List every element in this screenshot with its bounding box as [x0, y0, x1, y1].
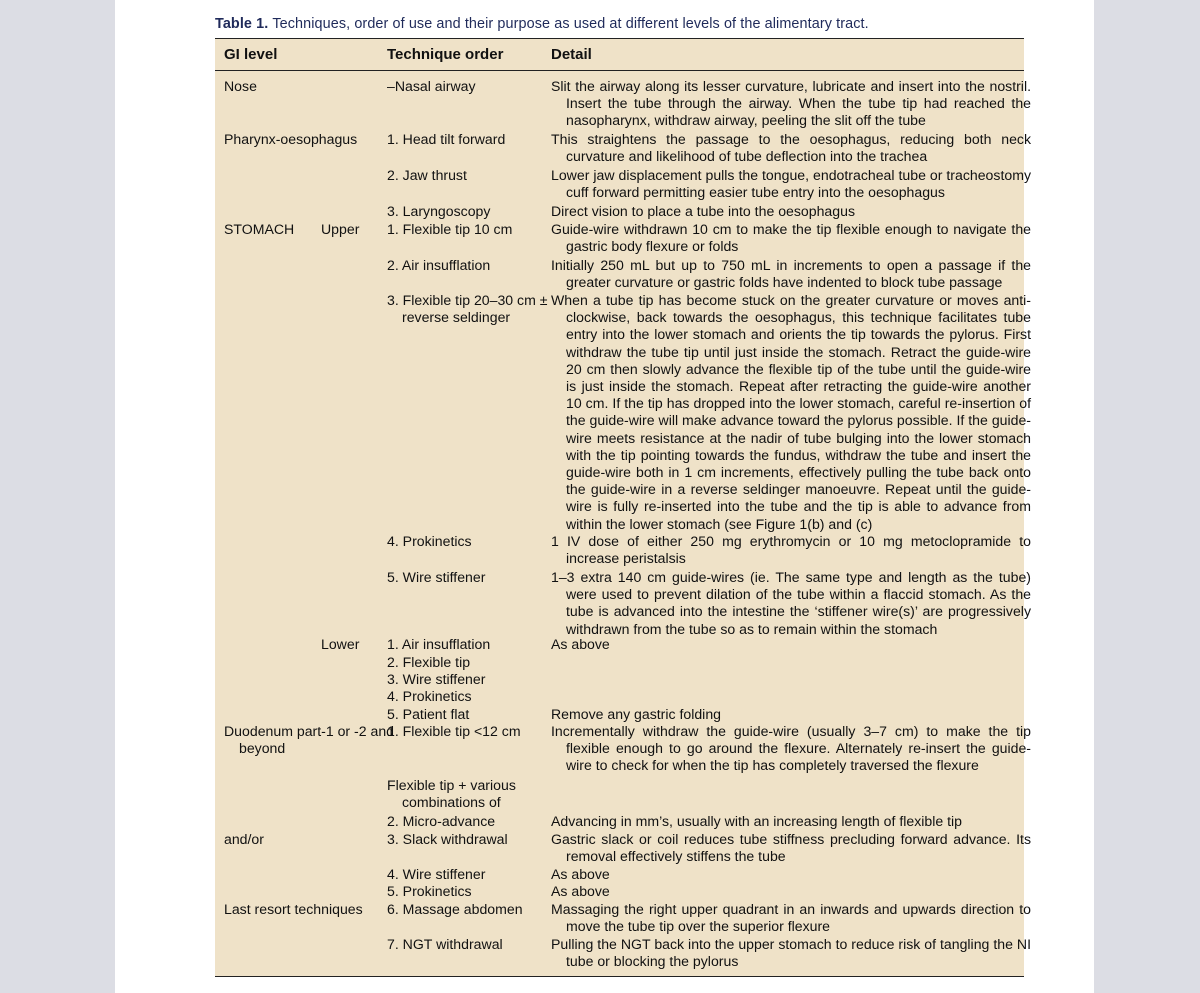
- row-technique: 3. Wire stiffener: [387, 671, 486, 687]
- row-technique: 2. Flexible tip: [387, 654, 471, 670]
- row-detail: Massaging the right upper quadrant in an inwards and upwards direction to move the tube tip over the superior flexure: [551, 901, 1031, 935]
- row-detail: Gastric slack or coil reduces tube stiffness precluding forward advance. Its removal effectively stiffens the tube: [551, 831, 1031, 865]
- row-sublevel: Upper: [321, 221, 360, 237]
- row-detail: This straightens the passage to the oesophagus, reducing both neck curvature and likelihood of tube deflection into the trachea: [551, 131, 1031, 165]
- row-technique: 4. Prokinetics: [387, 533, 472, 549]
- techniques-table: [215, 38, 1031, 977]
- row-technique: 1. Head tilt forward: [387, 131, 506, 147]
- row-detail: Incrementally withdraw the guide-wire (usually 3–7 cm) to make the tip flexible enough to go around the flexure. Alternately re-insert the guide-wire to check for when the tip has completely traversed the flexure: [551, 723, 1031, 774]
- row-technique: 4. Wire stiffener: [387, 866, 486, 882]
- row-level: Pharynx-oesophagus: [224, 131, 358, 147]
- row-technique: 3. Laryngoscopy: [387, 203, 491, 219]
- row-detail: Lower jaw displacement pulls the tongue, endotracheal tube or tracheostomy cuff forward permitting easier tube entry into the oesophagus: [551, 167, 1031, 201]
- row-detail: Slit the airway along its lesser curvature, lubricate and insert into the nostril. Insert the tube through the airway. When the tube tip had reached the nasopharynx, withdraw airway, peeling the slit off the tube: [551, 78, 1031, 129]
- row-level: and/or: [224, 831, 264, 847]
- row-detail: Remove any gastric folding: [551, 706, 721, 722]
- row-detail: 1 IV dose of either 250 mg erythromycin or 10 mg metoclopramide to increase peristalsis: [551, 533, 1031, 567]
- row-detail: Initially 250 mL but up to 750 mL in increments to open a passage if the greater curvature or gastric folds have indented to block tube passage: [551, 257, 1031, 291]
- row-detail: Direct vision to place a tube into the oesophagus: [551, 203, 855, 219]
- table-header-row: [215, 39, 1024, 71]
- table-label: Table 1.: [215, 16, 269, 32]
- row-detail: As above: [551, 636, 610, 652]
- row-technique: 2. Air insufflation: [387, 257, 491, 273]
- row-sublevel: Lower: [321, 636, 360, 652]
- row-technique: Flexible tip + various combinations of: [387, 777, 516, 811]
- row-technique: 7. NGT withdrawal: [387, 936, 503, 952]
- row-technique: 4. Prokinetics: [387, 688, 472, 704]
- row-technique: 2. Micro-advance: [387, 813, 496, 829]
- row-level: Duodenum part-1 or -2 and beyond: [224, 723, 395, 757]
- row-technique: 1. Flexible tip 10 cm: [387, 221, 513, 237]
- row-technique: 1. Flexible tip <12 cm: [387, 723, 521, 739]
- table-caption: [215, 16, 1035, 32]
- row-technique: 3. Flexible tip 20–30 cm ± reverse seldinger: [387, 292, 548, 326]
- row-level: STOMACH: [224, 221, 295, 237]
- row-technique: –Nasal airway: [387, 78, 476, 94]
- row-detail: As above: [551, 883, 610, 899]
- row-detail: Pulling the NGT back into the upper stomach to reduce risk of tangling the NI tube or blocking the pylorus: [551, 936, 1031, 970]
- row-technique: 5. Prokinetics: [387, 883, 472, 899]
- row-detail: When a tube tip has become stuck on the greater curvature or moves anti-clockwise, back towards the oesophagus, this technique facilitates tube entry into the lower stomach and orients the tip towards the pylorus. First withdraw the tube tip until just inside the stomach. Retract the guide-wire 20 cm then slowly advance the flexible tip of the tube until the guide-wire is just inside the stomach. Repeat after retracting the guide-wire another 10 cm. If the tip has dropped into the lower stomach, careful re-insertion of the guide-wire will make advance toward the pylorus possible. If the guide-wire meets resistance at the nadir of tube bulging into the lower stomach with the tip pointing towards the fundus, withdraw the tube and insert the guide-wire both in 1 cm increments, effectively pulling the tube back onto the guide-wire in a reverse seldinger manoeuvre. Repeat until the guide-wire is fully re-inserted into the tube and the tip is able to advance from within the lower stomach (see Figure 1(b) and (c): [551, 292, 1031, 532]
- row-level: Last resort techniques: [224, 901, 363, 917]
- row-detail: As above: [551, 866, 610, 882]
- row-technique: 2. Jaw thrust: [387, 167, 467, 183]
- table-body: [215, 71, 1031, 976]
- table-caption-text: Techniques, order of use and their purpose as used at different levels of the alimentary tract.: [272, 16, 869, 32]
- row-technique: 5. Wire stiffener: [387, 569, 486, 585]
- row-technique: 1. Air insufflation: [387, 636, 491, 652]
- row-technique: 3. Slack withdrawal: [387, 831, 508, 847]
- row-detail: 1–3 extra 140 cm guide-wires (ie. The same type and length as the tube) were used to prevent dilation of the tube within a flaccid stomach. As the tube is advanced into the intestine the ‘stiffener wire(s)’ are progressively withdrawn from the tube so as to remain within the stomach: [551, 569, 1031, 637]
- header-gi-level: GI level: [224, 46, 278, 63]
- row-technique: 5. Patient flat: [387, 706, 470, 722]
- row-level: Nose: [224, 78, 257, 94]
- row-technique: 6. Massage abdomen: [387, 901, 523, 917]
- row-detail: Advancing in mm’s, usually with an increasing length of flexible tip: [551, 813, 963, 829]
- header-detail: Detail: [551, 46, 592, 63]
- row-detail: Guide-wire withdrawn 10 cm to make the tip flexible enough to navigate the gastric body flexure or folds: [551, 221, 1031, 255]
- header-technique-order: Technique order: [387, 46, 504, 63]
